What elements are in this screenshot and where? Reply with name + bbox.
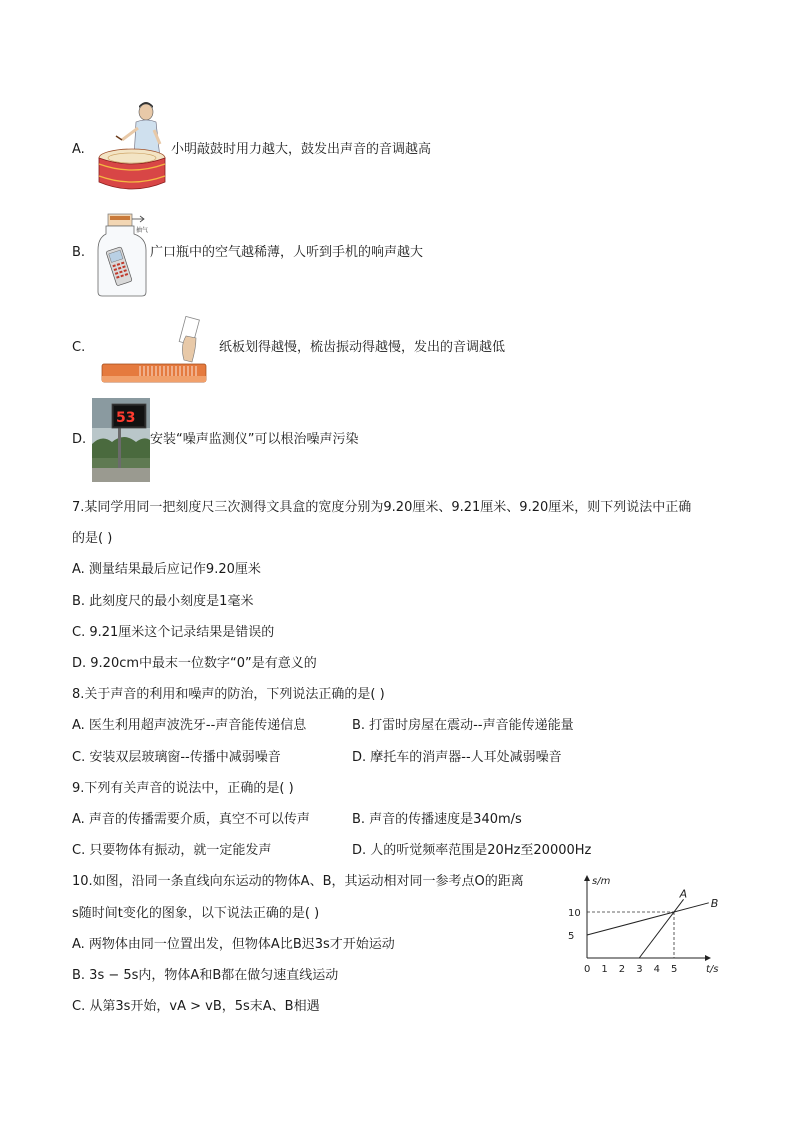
question-stem: 9.下列有关声音的说法中，正确的是( ) [72,781,294,796]
question-stem: 7.某同学用同一把刻度尺三次测得文具盒的宽度分别为9.20厘米、9.21厘米、9.20厘米，则下列说法中正确 [72,500,692,515]
option-a[interactable]: A. 两物体由同一位置出发，但物体A比B迟3s才开始运动 [72,937,395,952]
option-c[interactable]: C. 从第3s开始，vA > vB，5s末A、B相遇 [72,999,320,1014]
option-a[interactable]: A. 声音的传播需要介质，真空不可以传声 [72,812,310,827]
option-d[interactable]: D. 9.20cm中最末一位数字“0”是有意义的 [72,656,317,671]
option-b[interactable]: B. 此刻度尺的最小刻度是1毫米 [72,594,254,609]
drum-picture [98,100,170,194]
x-axis-label: t/s [706,964,719,975]
option-b[interactable]: B. 声音的传播速度是340m/s [352,812,522,827]
jar-phone-picture [96,210,152,298]
option-text: 安装“噪声监测仪”可以根治噪声污染 [150,432,359,447]
option-a[interactable]: A. 测量结果最后应记作9.20厘米 [72,562,261,577]
y-tick-label: 10 [568,908,581,919]
x-tick-label: 0 [584,964,591,975]
option-letter: C. [72,340,86,355]
comb-card-picture [100,316,212,386]
question-stem-cont: s随时间t变化的图象，以下说法正确的是( ) [72,906,320,921]
x-tick-label: 1 [601,964,608,975]
series-label-b: B [710,896,719,910]
option-letter: D. [72,432,87,447]
option-a[interactable]: A. 医生利用超声波洗牙--声音能传递信息 [72,718,307,733]
option-text: 广口瓶中的空气越稀薄，人听到手机的响声越大 [150,245,424,260]
x-tick-label: 5 [671,964,678,975]
question-stem-cont: 的是( ) [72,531,113,546]
option-c[interactable]: C. 安装双层玻璃窗--传播中减弱噪音 [72,750,281,765]
option-text: 纸板划得越慢，梳齿振动得越慢，发出的音调越低 [219,340,506,355]
question-stem: 10.如图，沿同一条直线向东运动的物体A、B，其运动相对同一参考点O的距离 [72,874,524,889]
noise-monitor-picture [92,398,150,482]
x-tick-label: 4 [653,964,660,975]
option-letter: A. [72,142,85,157]
x-tick-label: 2 [618,964,626,975]
pump-label: 抽气 [136,227,149,234]
x-tick-label: 3 [636,964,643,975]
series-line-b [587,903,709,935]
option-b[interactable]: B. 打雷时房屋在震动--声音能传递能量 [352,718,574,733]
question-stem: 8.关于声音的利用和噪声的防治，下列说法正确的是( ) [72,687,385,702]
option-b[interactable]: B. 3s − 5s内，物体A和B都在做匀速直线运动 [72,968,339,983]
option-c[interactable]: C. 只要物体有振动，就一定能发声 [72,843,272,858]
option-letter: B. [72,245,86,260]
option-text: 小明敲鼓时用力越大，鼓发出声音的音调越高 [171,142,432,157]
option-c[interactable]: C. 9.21厘米这个记录结果是错误的 [72,625,275,640]
series-line-a [639,899,683,958]
option-d[interactable]: D. 人的听觉频率范围是20Hz至20000Hz [352,843,592,858]
st-graph [560,870,730,980]
monitor-reading: 53 [116,410,136,426]
series-label-a: A [679,887,688,901]
y-tick-label: 5 [568,931,575,942]
option-d[interactable]: D. 摩托车的消声器--人耳处减弱噪音 [352,750,562,765]
y-axis-label: s/m [592,876,611,887]
